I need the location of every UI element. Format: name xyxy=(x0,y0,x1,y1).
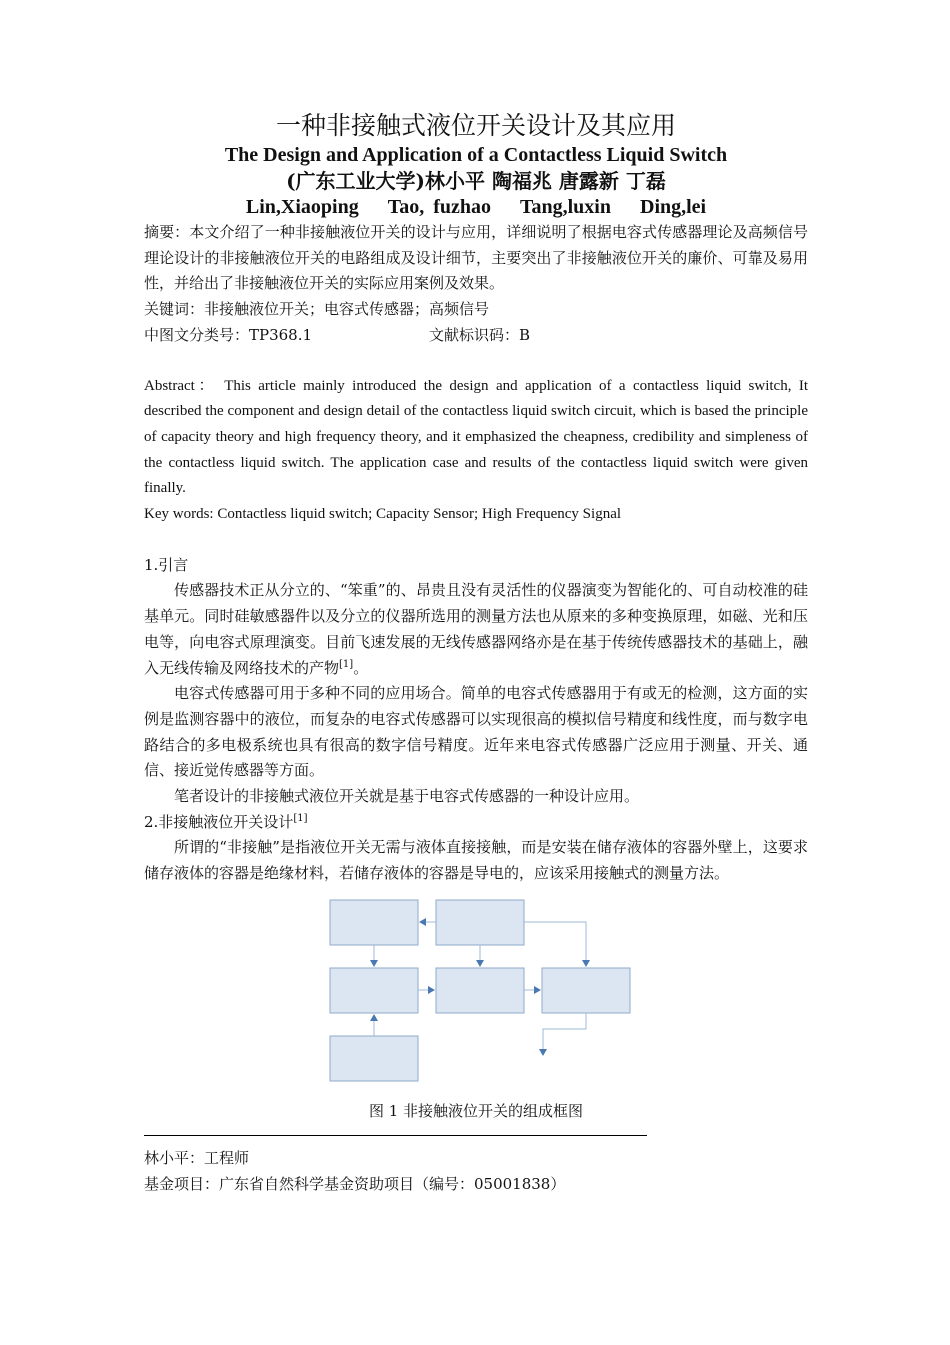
diagram-blocks xyxy=(330,900,630,1081)
author-en-2: Tao, fuzhao xyxy=(387,196,491,218)
citation-ref: [1] xyxy=(293,812,308,824)
keywords-chinese: 关键词：非接触液位开关；电容式传感器；高频信号 xyxy=(144,300,490,319)
author-en-1: Lin,Xiaoping xyxy=(245,196,359,218)
arrow-output xyxy=(543,1013,586,1055)
figure-caption: 图 1 非接触液位开关的组成框图 xyxy=(368,1101,584,1120)
citation-ref: [1] xyxy=(339,658,354,670)
footnote-author: 林小平：工程师 xyxy=(144,1148,250,1167)
authors-chinese: (广东工业大学)林小平 陶福兆 唐露新 丁磊 xyxy=(286,169,666,193)
section-1-paragraph-1-text: 传感器技术正从分立的、“笨重”的、昂贵且没有灵活性的仪器演变为智能化的、可自动校准的硅基单元。同时硅敏感器件以及分立的仪器所选用的测量方法也从原来的多种变换原理，如磁、光和压电等，向电容式原理演变。目前飞速发展的无线传感器网络亦是在基于传统传感器技术的基础上，融入无线传输及网络技术的产物 xyxy=(144,581,808,677)
diagram-block-middle-right xyxy=(542,968,630,1013)
author-en-3: Tang,luxin xyxy=(520,196,611,218)
diagram-block-top-middle xyxy=(436,900,524,945)
diagram-block-bottom-left xyxy=(330,1036,418,1081)
diagram-block-middle-left xyxy=(330,968,418,1013)
abstract-chinese: 摘要：本文介绍了一种非接触液位开关的设计与应用，详细说明了根据电容式传感器理论及高频信号理论设计的非接触液位开关的电路组成及设计细节，主要突出了非接触液位开关的廉价、可靠及易用性，并给出了非接触液位开关的实际应用案例及效果。 xyxy=(144,223,808,293)
section-1-paragraph-1-end: 。 xyxy=(353,658,369,677)
section-2-heading-text: 2.非接触液位开关设计 xyxy=(144,812,294,831)
section-2-paragraph-1: 所谓的“非接触”是指液位开关无需与液体直接接触，而是安装在储存液体的容器外壁上，这要求储存液体的容器是绝缘材料，若储存液体的容器是导电的，应该采用接触式的测量方法。 xyxy=(144,838,808,883)
keywords-english: Key words: Contactless liquid switch; Capacity Sensor; High Frequency Signal xyxy=(144,506,622,523)
section-1-paragraph-2: 电容式传感器可用于多种不同的应用场合。简单的电容式传感器用于有或无的检测，这方面的实例是监测容器中的液位，而复杂的电容式传感器可以实现很高的模拟信号精度和线性度，而与数字电路结合的多电极系统也具有很高的数字信号精度。近年来电容式传感器广泛应用于测量、开关、通信、接近觉传感器等方面。 xyxy=(144,684,808,780)
section-1-paragraph-3: 笔者设计的非接触式液位开关就是基于电容式传感器的一种设计应用。 xyxy=(174,787,640,806)
classification-line xyxy=(144,323,808,349)
block-diagram xyxy=(144,895,808,1095)
footnote-fund: 基金项目：广东省自然科学基金资助项目（编号：05001838） xyxy=(144,1174,566,1193)
author-en-4: Ding,lei xyxy=(640,196,707,218)
authors-english xyxy=(144,194,808,220)
footnote-rule xyxy=(144,1135,647,1136)
abstract-english: Abstract： This article mainly introduced the design and application of a contactless liquid switch, It described the component and design detail of the contactless liquid switch circuit, which is based the principle of capacity theory and high frequency theory, and it emphasized the cheapness, credibility and simpleness of the contactless liquid switch. The application case and results of the contactless liquid switch were given finally. xyxy=(144,377,808,497)
arrow-top-middle-to-middle-right xyxy=(524,922,586,966)
title-english: The Design and Application of a Contactless Liquid Switch xyxy=(224,144,728,166)
paper-page xyxy=(144,110,808,1197)
document-code: 文献标识码：B xyxy=(429,325,531,344)
block-diagram-figure xyxy=(144,895,808,1095)
section-1-heading: 1.引言 xyxy=(144,555,189,574)
class-number: 中图文分类号：TP368.1 xyxy=(144,325,313,344)
diagram-block-middle-center xyxy=(436,968,524,1013)
title-chinese: 一种非接触式液位开关设计及其应用 xyxy=(275,111,676,140)
section-1-paragraph-1 xyxy=(144,578,808,681)
diagram-block-top-left xyxy=(330,900,418,945)
section-2-heading xyxy=(144,810,808,836)
